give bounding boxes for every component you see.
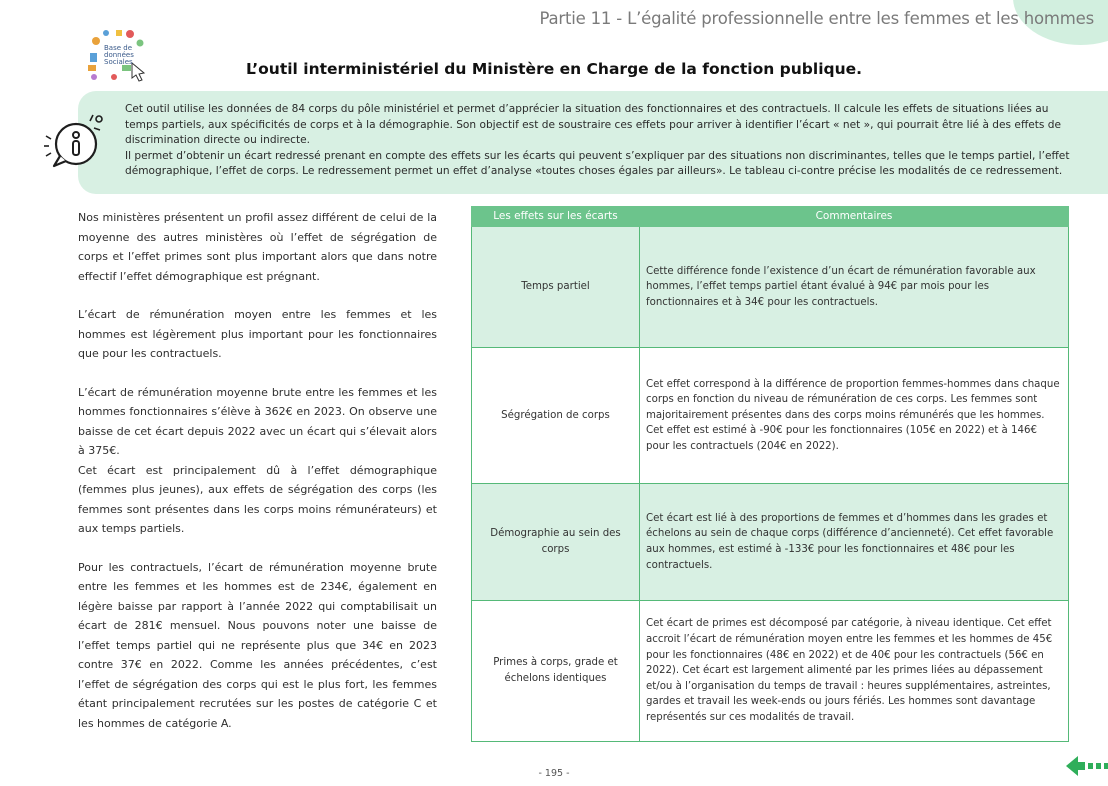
- page-title: L’outil interministériel du Ministère en Charge de la fonction publique.: [245, 60, 863, 78]
- body-paragraph: L’écart de rémunération moyenne brute entre les femmes et les hommes fonctionnaires s’élève à 362€ en 2023. On observe une baisse de cet écart depuis 2022 avec un écart qui s’élevait alors à 375€.: [78, 385, 437, 457]
- comment-cell: Cet écart de primes est décomposé par catégorie, à niveau identique. Cet effet accroit l’écart de rémunération moyen entre les femmes et les hommes de 45€ pour les fonctionnaires (48€ en 2022) et de 40€ pour les contractuels (56€ en 2022). Cet écart est largement alimenté par les primes liées au dépassement et/ou à l’organisation du temps de travail : heures supplémentaires, astreintes, gardes et travail les week-ends ou jours fériés. Les hommes sont davantage représentés sur ces modalités de travail.: [640, 601, 1069, 742]
- part-title: Partie 11 - L’égalité professionnelle entre les femmes et les hommes: [539, 9, 1094, 28]
- comment-cell: Cet écart est lié à des proportions de femmes et d’hommes dans les grades et échelons au sein de chaque corps (différence d’ancienneté). Cet effet favorable aux hommes, est estimé à -133€ pour les fonctionnaires et 48€ pour les contractuels.: [640, 484, 1069, 601]
- info-bubble-icon: [38, 108, 108, 178]
- comment-cell: Cet effet correspond à la différence de proportion femmes-hommes dans chaque corps en fonction du niveau de rémunération de ces corps. Les femmes sont majoritairement présentes dans des corps moins rémunérés que les hommes. Cet effet est estimé à -90€ pour les fonctionnaires (105€ en 2022) et à 146€ pour les contractuels (204€ en 2022).: [640, 348, 1069, 484]
- page-number: - 195 -: [538, 768, 570, 779]
- left-column: [78, 208, 437, 752]
- back-arrow-icon[interactable]: [1063, 753, 1108, 779]
- table-row: [472, 348, 1069, 484]
- logo-text: Base de données Sociales: [104, 44, 134, 66]
- effects-table: [471, 206, 1069, 742]
- effect-cell: Ségrégation de corps: [472, 348, 640, 484]
- table-row: [472, 227, 1069, 348]
- effect-cell: Primes à corps, grade et échelons identiques: [472, 601, 640, 742]
- info-paragraph: Cet outil utilise les données de 84 corps du pôle ministériel et permet d’apprécier la situation des fonctionnaires et des contractuels. Il calcule les effets de situations liées au temps partiels, aux spécificités de corps et à la démographie. Son objectif est de soustraire ces effets pour arriver à identifier l’écart « net », qui pourrait être lié à des effets de discrimination directe ou indirecte.: [125, 103, 1062, 147]
- table-row: [472, 601, 1069, 742]
- column-header-effects: Les effets sur les écarts: [472, 207, 640, 227]
- info-paragraph: Il permet d’obtenir un écart redressé prenant en compte des effets sur les écarts qui peuvent s’expliquer par des situations non discriminantes, telles que le temps partiel, l’effet démographique, l’effet de corps. Le redressement permet un effet d’analyse «toutes choses égales par ailleurs». Le tableau ci-contre précise les modalités de ce redressement.: [125, 149, 1070, 178]
- effect-cell: Démographie au sein des corps: [472, 484, 640, 601]
- table-row: [472, 484, 1069, 601]
- body-paragraph: Pour les contractuels, l’écart de rémunération moyenne brute entre les femmes et les hommes est de 234€, également en légère baisse par rapport à l’année 2022 qui comptabilisait un écart de 281€ mensuel. Nous pouvons noter une baisse de l’effet temps partiel qui ne représente plus que 34€ en 2023 contre 37€ en 2022. Comme les années précédentes, c’est l’effet de ségrégation des corps qui est le plus fort, les femmes étant principalement recrutées sur les postes de catégorie C et les hommes de catégorie A.: [78, 560, 437, 730]
- column-header-comments: Commentaires: [640, 207, 1069, 227]
- effect-cell: Temps partiel: [472, 227, 640, 348]
- info-text: [125, 102, 1080, 180]
- comment-cell: Cette différence fonde l’existence d’un écart de rémunération favorable aux hommes, l’effet temps partiel étant évalué à 94€ par mois pour les fonctionnaires et à 34€ pour les contractuels.: [640, 227, 1069, 348]
- body-paragraph: L’écart de rémunération moyen entre les femmes et les hommes est légèrement plus important pour les fonctionnaires que pour les contractuels.: [78, 308, 437, 360]
- table-header-row: [472, 207, 1069, 227]
- body-paragraph: Cet écart est principalement dû à l’effet démographique (femmes plus jeunes), aux effets de ségrégation des corps (les femmes sont présentes dans les corps moins rémunérateurs) et aux temps partiels.: [78, 463, 437, 535]
- body-paragraph: Nos ministères présentent un profil assez différent de celui de la moyenne des autres ministères où l’effet de ségrégation de corps et l’effet primes sont plus important alors que dans notre effectif l’effet démographique est prégnant.: [78, 211, 437, 283]
